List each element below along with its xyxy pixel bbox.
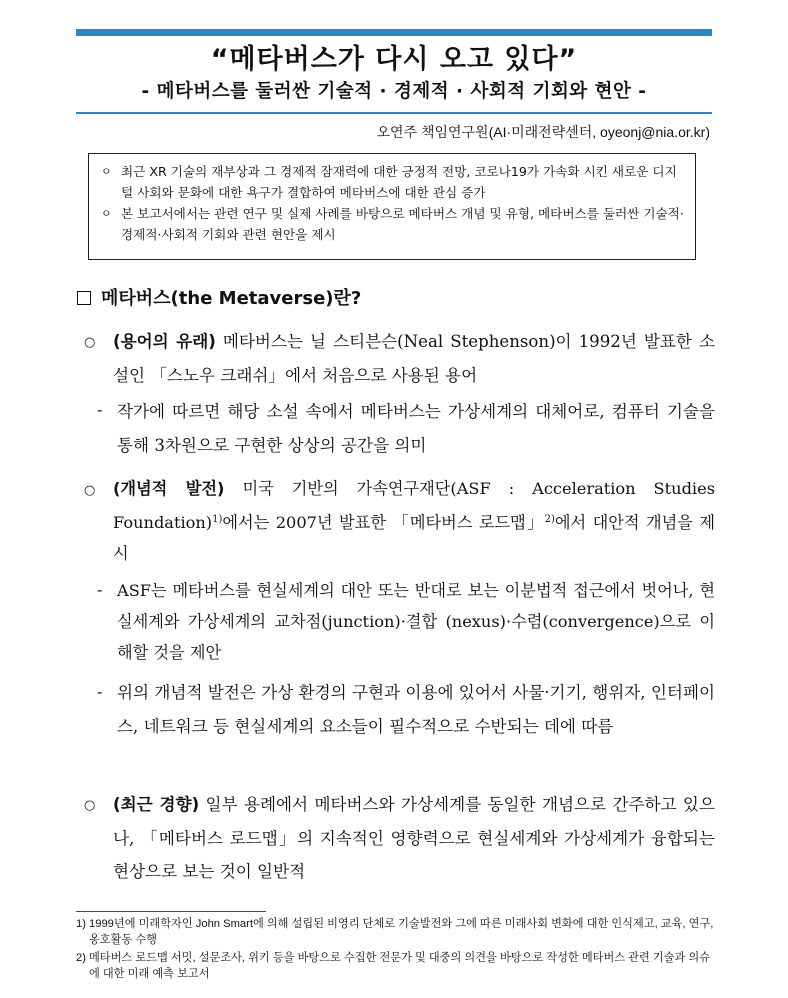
section-heading bbox=[77, 284, 361, 310]
summary-item bbox=[99, 203, 685, 245]
paragraph-author-meaning: 작가에 따르면 해당 소설 속에서 메타버스는 가상세계의 대체어로, 컴퓨터 기술을 통해 3차원으로 구현한 상상의 공간을 의미 bbox=[117, 402, 715, 455]
summary-text: 최근 XR 기술의 재부상과 그 경제적 잠재력에 대한 긍정적 전망, 코로나19가 가속화 시킨 새로운 디지털 사회와 문화에 대한 욕구가 결합하여 메타버스에 대한 관심 증가 bbox=[121, 164, 677, 200]
circle-bullet-icon: ○ bbox=[84, 483, 96, 498]
header-top-rule bbox=[76, 29, 712, 36]
summary-bullet: ㅇ bbox=[101, 207, 112, 220]
dash-bullet: - bbox=[97, 400, 103, 419]
footnote-text: 1999년에 미래학자인 John Smart에 의해 설립된 비영리 단체로 기술발전와 그에 따른 미래사회 변화에 대한 인식제고, 교육, 연구, 옹호활동 수행 bbox=[89, 918, 714, 946]
footnote-number: 1) bbox=[76, 918, 86, 930]
summary-text: 본 보고서에서는 관련 연구 및 실제 사례를 바탕으로 메타버스 개념 및 유형, 메타버스를 둘러싼 기술적·경제적·사회적 기회와 관련 현안을 제시 bbox=[121, 206, 684, 242]
header-bottom-rule bbox=[76, 112, 712, 114]
circle-bullet-icon: ○ bbox=[84, 798, 96, 813]
footnote-ref[interactable]: 1) bbox=[212, 514, 223, 525]
paragraph-text: 일부 용례에서 메타버스와 가상세계를 동일한 개념으로 간주하고 있으나, 「메타버스 로드맵」의 지속적인 영향력으로 현실세계와 가상세계가 융합되는 현상으로 보는 것이 일반적 bbox=[113, 795, 715, 881]
footnote-item bbox=[76, 917, 716, 948]
circle-bullet-icon: ○ bbox=[84, 335, 96, 350]
footnote-rule bbox=[76, 911, 266, 912]
paragraph-recent-trend bbox=[113, 788, 715, 889]
page-title: “메타버스가 다시 오고 있다” bbox=[210, 44, 578, 75]
footnote-item bbox=[76, 951, 716, 982]
square-bullet-icon bbox=[77, 291, 91, 305]
paragraph-text: 에서는 2007년 발표한 「메타버스 로드맵」 bbox=[222, 513, 545, 532]
paragraph-term-origin bbox=[113, 325, 715, 392]
summary-bullet: ㅇ bbox=[101, 165, 112, 178]
paragraph-text: 에서 대안적 개념을 제시 bbox=[113, 513, 716, 563]
author-line: 오연주 책임연구원(AI·미래전략센터, oyeonj@nia.or.kr) bbox=[376, 124, 710, 140]
page-subtitle: - 메타버스를 둘러싼 기술적 · 경제적 · 사회적 기회와 현안 - bbox=[141, 81, 647, 102]
paragraph-text: 미국 기반의 가속연구재단(ASF : Acceleration Studies Foundation) bbox=[113, 479, 715, 532]
dash-bullet: - bbox=[97, 682, 103, 701]
paragraph-label: (용어의 유래) bbox=[113, 332, 216, 351]
paragraph-text: 메타버스는 닐 스티븐슨(Neal Stephenson)이 1992년 발표한 소설인 「스노우 크래쉬」에서 처음으로 사용된 용어 bbox=[113, 332, 716, 385]
paragraph-asf-proposal: ASF는 메타버스를 현실세계의 대안 또는 반대로 보는 이분법적 접근에서 벗어나, 현실세계와 가상세계의 교차점(junction)·결합 (nexus)·수렴(convergence)으로 이해할 것을 제안 bbox=[117, 581, 715, 662]
summary-item bbox=[99, 161, 685, 203]
summary-box bbox=[88, 153, 696, 260]
paragraph-label: (개념적 발전) bbox=[113, 479, 225, 498]
footnote-number: 2) bbox=[76, 952, 86, 964]
paragraph-real-world-elements: 위의 개념적 발전은 가상 환경의 구현과 이용에 있어서 사물·기기, 행위자, 인터페이스, 네트워크 등 현실세계의 요소들이 필수적으로 수반되는 데에 따름 bbox=[117, 683, 715, 736]
footnote-ref[interactable]: 2) bbox=[544, 514, 555, 525]
paragraph-concept-development bbox=[113, 473, 715, 569]
footnote-text: 메타버스 로드맵 서밋, 설문조사, 위키 등을 바탕으로 수집한 전문가 및 대중의 의견을 바탕으로 작성한 메타버스 관련 기술과 의슈에 대한 미래 예측 보고서 bbox=[89, 952, 711, 980]
paragraph-label: (최근 경향) bbox=[113, 795, 200, 814]
dash-bullet: - bbox=[97, 580, 103, 599]
section-heading-text: 메타버스(the Metaverse)란? bbox=[101, 288, 362, 309]
